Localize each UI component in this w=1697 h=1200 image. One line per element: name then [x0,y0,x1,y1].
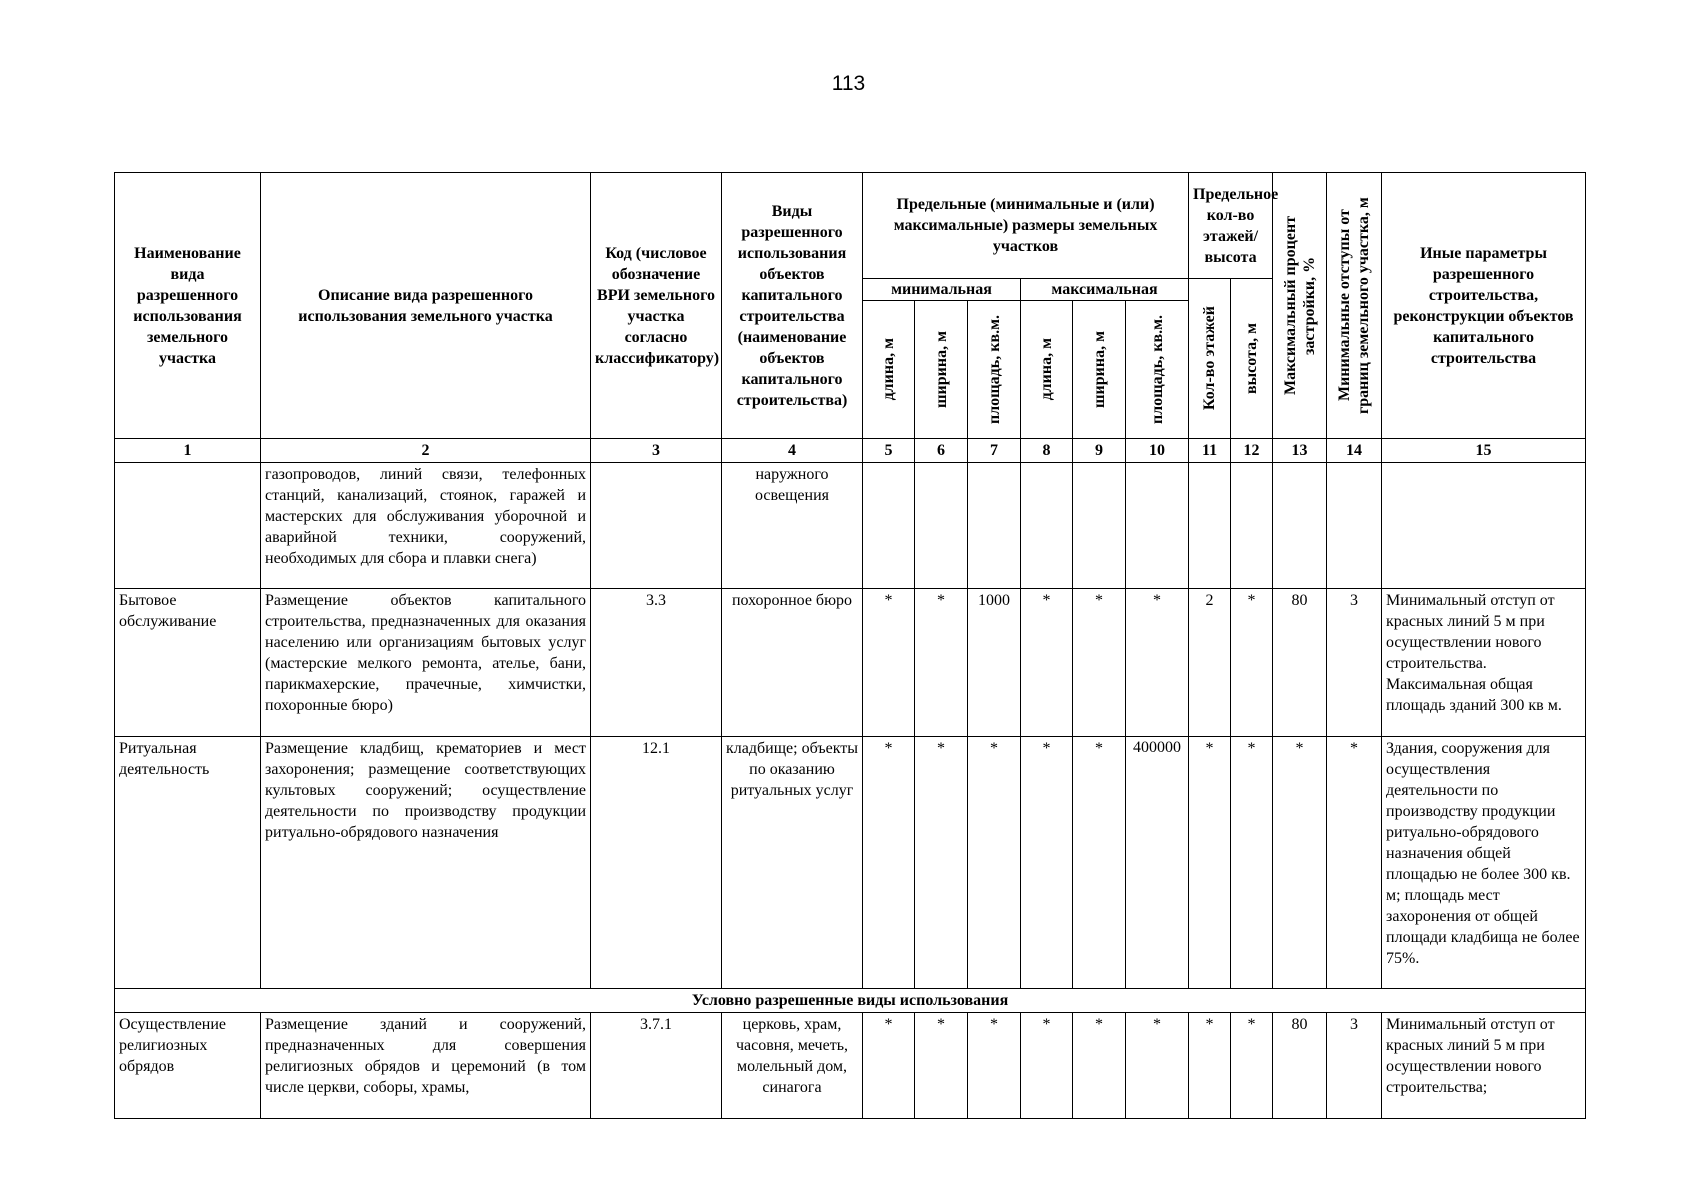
min-area-value [968,463,1021,589]
min-width-value: * [915,1013,968,1119]
header-max-coverage: Максимальный процент застройки, % [1273,173,1327,439]
land-use-table [114,172,1586,1119]
header-objects: Виды разрешенного использования объектов капитального строительства (наименование объектов капитального строительства) [722,173,863,439]
other-params: Здания, сооружения для осуществления деятельности по производству продукции ритуально-обрядового назначения общей площадью не более 300 кв. м; площадь мест захоронения от общей площади кладбища не более 75%. [1382,737,1586,989]
floors-value: * [1189,737,1231,989]
use-objects: похоронное бюро [722,589,863,737]
use-objects: кладбище; объекты по оказанию ритуальных услуг [722,737,863,989]
column-number: 13 [1273,439,1327,463]
header-floors-group: Предельное кол-во этажей/ высота [1189,173,1273,279]
table-row [115,589,1586,737]
max-length-value: * [1021,1013,1073,1119]
coverage-value: 80 [1273,589,1327,737]
coverage-value [1273,463,1327,589]
use-name: Ритуальная деятельность [115,737,261,989]
column-number: 4 [722,439,863,463]
max-area-value [1126,463,1189,589]
header-code: Код (числовое обозначение ВРИ земельного участка согласно классификатору) [591,173,722,439]
min-area-value: 1000 [968,589,1021,737]
floors-value [1189,463,1231,589]
max-width-value [1073,463,1126,589]
max-width-value: * [1073,737,1126,989]
use-objects: церковь, храм, часовня, мечеть, молельный дом, синагога [722,1013,863,1119]
header-max-width: ширина, м [1073,301,1126,439]
setback-value [1327,463,1382,589]
min-length-value: * [863,737,915,989]
table-row [115,463,1586,589]
height-value [1231,463,1273,589]
max-width-value: * [1073,589,1126,737]
floors-value: 2 [1189,589,1231,737]
coverage-value: 80 [1273,1013,1327,1119]
use-objects: наружного освещения [722,463,863,589]
header-max-area: площадь, кв.м. [1126,301,1189,439]
setback-value: * [1327,737,1382,989]
use-description: Размещение объектов капитального строительства, предназначенных для оказания населению или организациям бытовых услуг (мастерские мелкого ремонта, ателье, бани, парикмахерские, прачечные, химчистки, похоронные бюро) [261,589,591,737]
column-number: 14 [1327,439,1382,463]
min-width-value: * [915,737,968,989]
column-number: 3 [591,439,722,463]
use-name: Осуществление религиозных обрядов [115,1013,261,1119]
max-length-value: * [1021,737,1073,989]
min-length-value [863,463,915,589]
use-code [591,463,722,589]
section-title: Условно разрешенные виды использования [115,989,1586,1013]
min-area-value: * [968,1013,1021,1119]
header-name: Наименование вида разрешенного использования земельного участка [115,173,261,439]
use-name: Бытовое обслуживание [115,589,261,737]
column-number: 5 [863,439,915,463]
use-code: 3.3 [591,589,722,737]
max-area-value: * [1126,589,1189,737]
use-name [115,463,261,589]
use-description: Размещение зданий и сооружений, предназначенных для совершения религиозных обрядов и церемоний (в том числе церкви, соборы, храмы, [261,1013,591,1119]
column-number: 7 [968,439,1021,463]
column-number: 9 [1073,439,1126,463]
header-max-group: максимальная [1021,279,1189,301]
height-value: * [1231,589,1273,737]
floors-value: * [1189,1013,1231,1119]
min-length-value: * [863,1013,915,1119]
max-length-value [1021,463,1073,589]
header-floors: Кол-во этажей [1189,279,1231,439]
column-number: 2 [261,439,591,463]
column-numbers-row [115,439,1586,463]
table-row [115,1013,1586,1119]
header-height: высота, м [1231,279,1273,439]
min-width-value: * [915,589,968,737]
column-number: 10 [1126,439,1189,463]
page-number: 113 [831,72,866,95]
min-length-value: * [863,589,915,737]
section-row [115,989,1586,1013]
column-number: 12 [1231,439,1273,463]
other-params [1382,463,1586,589]
header-max-length: длина, м [1021,301,1073,439]
other-params: Минимальный отступ от красных линий 5 м при осуществлении нового строительства; [1382,1013,1586,1119]
header-min-length: длина, м [863,301,915,439]
table-row [115,737,1586,989]
header-min-group: минимальная [863,279,1021,301]
use-description: газопроводов, линий связи, телефонных станций, канализаций, стоянок, гаражей и мастерских для обслуживания уборочной и аварийной техники, сооружений, необходимых для сбора и плавки снега) [261,463,591,589]
use-code: 12.1 [591,737,722,989]
setback-value: 3 [1327,1013,1382,1119]
use-description: Размещение кладбищ, крематориев и мест захоронения; размещение соответствующих культовых сооружений; осуществление деятельности по производству продукции ритуально-обрядового назначения [261,737,591,989]
header-min-area: площадь, кв.м. [968,301,1021,439]
column-number: 11 [1189,439,1231,463]
max-width-value: * [1073,1013,1126,1119]
column-number: 8 [1021,439,1073,463]
min-area-value: * [968,737,1021,989]
height-value: * [1231,1013,1273,1119]
coverage-value: * [1273,737,1327,989]
header-plot-sizes: Предельные (минимальные и (или) максимальные) размеры земельных участков [863,173,1189,279]
setback-value: 3 [1327,589,1382,737]
column-number: 15 [1382,439,1586,463]
use-code: 3.7.1 [591,1013,722,1119]
max-length-value: * [1021,589,1073,737]
min-width-value [915,463,968,589]
header-description: Описание вида разрешенного использования земельного участка [261,173,591,439]
column-number: 1 [115,439,261,463]
max-area-value: 400000 [1126,737,1189,989]
header-min-setback: Минимальные отступы от границ земельного участка, м [1327,173,1382,439]
other-params: Минимальный отступ от красных линий 5 м при осуществлении нового строительства. Максимальная общая площадь зданий 300 кв м. [1382,589,1586,737]
height-value: * [1231,737,1273,989]
column-number: 6 [915,439,968,463]
header-other-params: Иные параметры разрешенного строительства, реконструкции объектов капитального строительства [1382,173,1586,439]
header-min-width: ширина, м [915,301,968,439]
max-area-value: * [1126,1013,1189,1119]
